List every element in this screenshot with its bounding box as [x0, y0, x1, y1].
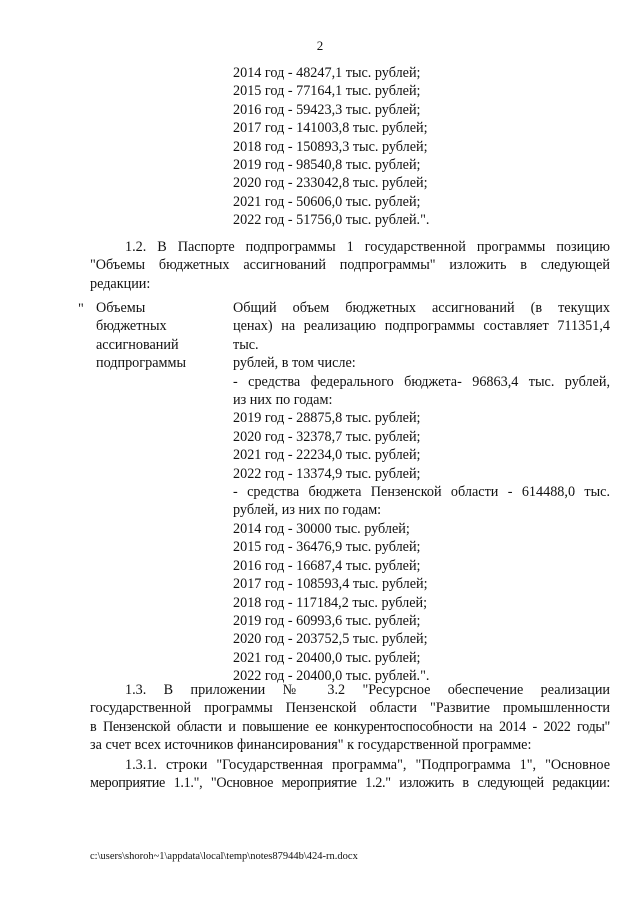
list-item: 2016 год - 59423,3 тыс. рублей;: [233, 101, 421, 118]
text-line: рублей, в том числе:: [233, 355, 356, 372]
text-line: из них по годам:: [233, 392, 333, 409]
list-item: 2021 год - 22234,0 тыс. рублей;: [233, 447, 421, 464]
page-number: 2: [316, 38, 324, 53]
paragraph-1-3-1: [90, 756, 610, 793]
label-line: ассигнований: [96, 336, 179, 353]
text-line: за счет всех источников финансирования" к государственной программе:: [90, 737, 532, 754]
text-line: редакции:: [90, 275, 151, 292]
funding-by-year-list: [233, 64, 429, 230]
list-item: 2019 год - 28875,8 тыс. рублей;: [233, 410, 421, 427]
list-item: 2015 год - 77164,1 тыс. рублей;: [233, 83, 421, 100]
list-item: 2017 год - 141003,8 тыс. рублей;: [233, 120, 428, 137]
text-line: рублей, из них по годам:: [233, 502, 382, 519]
list-item: 2021 год - 20400,0 тыс. рублей;: [233, 649, 421, 666]
paragraph-1-2: [90, 238, 610, 293]
label-line: Объемы: [96, 300, 146, 316]
list-item: 2019 год - 60993,6 тыс. рублей;: [233, 612, 421, 629]
text-line: - средства федерального бюджета- 96863,4 тыс. рублей,: [233, 373, 610, 390]
list-item: 2022 год - 51756,0 тыс. рублей.".: [233, 212, 430, 229]
list-item: 2017 год - 108593,4 тыс. рублей;: [233, 576, 428, 593]
text-line: государственной программы Пензенской области "Развитие промышленности: [90, 700, 610, 717]
text-line: 1.3.1. строки "Государственная программа", "Подпрограмма 1", "Основное: [125, 757, 610, 773]
list-item: 2015 год - 36476,9 тыс. рублей;: [233, 539, 421, 556]
list-item: 2019 год - 98540,8 тыс. рублей;: [233, 157, 421, 174]
list-item: 2020 год - 32378,7 тыс. рублей;: [233, 428, 421, 445]
list-item: 2020 год - 203752,5 тыс. рублей;: [233, 631, 428, 648]
text-line: ценах) на реализацию подпрограммы составляет 711351,4 тыс.: [233, 318, 610, 353]
list-item: 2022 год - 13374,9 тыс. рублей;: [233, 465, 421, 482]
list-item: 2014 год - 30000 тыс. рублей;: [233, 520, 410, 537]
list-item: 2020 год - 233042,8 тыс. рублей;: [233, 175, 428, 192]
list-item: 2018 год - 150893,3 тыс. рублей;: [233, 138, 428, 155]
text-line: 1.3. В приложении № 3.2 "Ресурсное обеспечение реализации: [125, 682, 610, 698]
opening-quote: ": [78, 301, 84, 317]
text-line: мероприятие 1.1.", "Основное мероприятие 1.2." изложить в следующей редакции:: [90, 775, 610, 792]
text-line: 1.2. В Паспорте подпрограммы 1 государственной программы позицию: [125, 239, 610, 255]
list-item: 2014 год - 48247,1 тыс. рублей;: [233, 65, 421, 81]
label-line: подпрограммы: [96, 355, 186, 372]
text-line: "Объемы бюджетных ассигнований подпрограммы" изложить в следующей: [90, 257, 610, 274]
position-label: [96, 299, 226, 373]
list-item: 2021 год - 50606,0 тыс. рублей;: [233, 193, 421, 210]
file-path-footer: c:\users\shoroh~1\appdata\local\temp\notes87944b\424-rn.docx: [90, 851, 358, 862]
paragraph-1-3: [90, 681, 610, 755]
text-line: - средства бюджета Пензенской области - 614488,0 тыс.: [233, 484, 610, 501]
label-line: бюджетных: [96, 318, 167, 335]
list-item: 2018 год - 117184,2 тыс. рублей;: [233, 594, 428, 611]
text-line: в Пензенской области и повышение ее конкурентоспособности на 2014 - 2022 годы": [90, 718, 610, 735]
position-content: [233, 299, 610, 686]
text-line: Общий объем бюджетных ассигнований (в текущих: [233, 300, 610, 316]
list-item: 2022 год - 20400,0 тыс. рублей.".: [233, 668, 430, 685]
list-item: 2016 год - 16687,4 тыс. рублей;: [233, 557, 421, 574]
